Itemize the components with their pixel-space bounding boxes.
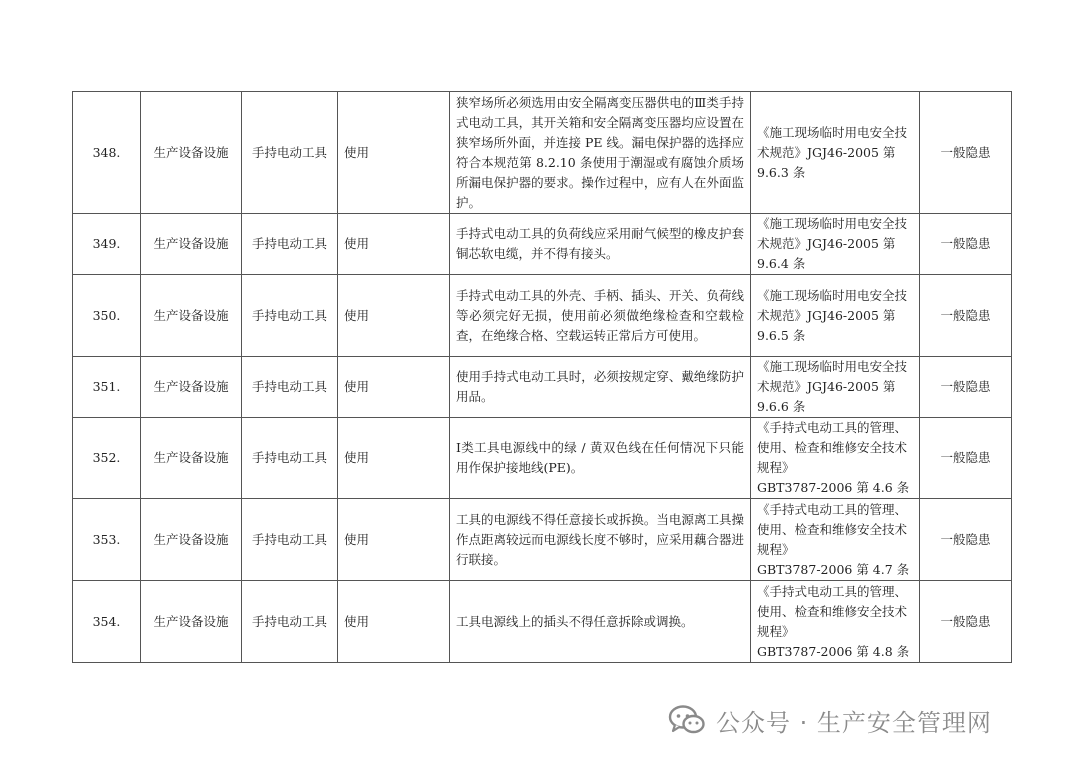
row-number: 349.	[73, 214, 141, 275]
row-basis	[751, 418, 920, 499]
row-level: 一般隐患	[920, 581, 1012, 663]
row-item: 手持电动工具	[242, 214, 338, 275]
basis-line: 《手持式电动工具的管理、使用、检查和维修安全技术规程》	[757, 420, 908, 475]
table-row	[73, 499, 1012, 581]
basis-line: 《施工现场临时用电安全技术规范》JGJ46-2005 第 9.6.4 条	[757, 216, 908, 271]
row-basis	[751, 357, 920, 418]
row-number: 354.	[73, 581, 141, 663]
row-stage: 使用	[338, 499, 450, 581]
row-stage: 使用	[338, 92, 450, 214]
table-row	[73, 581, 1012, 663]
basis-line: 《手持式电动工具的管理、使用、检查和维修安全技术规程》	[757, 583, 908, 639]
basis-line: 《施工现场临时用电安全技术规范》JGJ46-2005 第 9.6.3 条	[757, 124, 908, 180]
row-level: 一般隐患	[920, 418, 1012, 499]
basis-line: GBT3787-2006 第 4.7 条	[757, 561, 910, 577]
row-category: 生产设备设施	[141, 357, 242, 418]
row-standard: 使用手持式电动工具时，必须按规定穿、戴绝缘防护用品。	[450, 357, 751, 418]
row-number: 351.	[73, 357, 141, 418]
row-number: 353.	[73, 499, 141, 581]
row-stage: 使用	[338, 214, 450, 275]
row-level: 一般隐患	[920, 357, 1012, 418]
row-number: 352.	[73, 418, 141, 499]
watermark	[668, 702, 992, 738]
row-category: 生产设备设施	[141, 418, 242, 499]
basis-line: GBT3787-2006 第 4.6 条	[757, 480, 910, 495]
row-standard: 手持式电动工具的外壳、手柄、插头、开关、负荷线等必须完好无损，使用前必须做绝缘检查和空载检查，在绝缘合格、空载运转正常后方可使用。	[450, 275, 751, 357]
row-number: 350.	[73, 275, 141, 357]
row-item: 手持电动工具	[242, 275, 338, 357]
row-category: 生产设备设施	[141, 581, 242, 663]
row-standard: 工具的电源线不得任意接长或拆换。当电源离工具操作点距离较远而电源线长度不够时，应采用藕合器进行联接。	[450, 499, 751, 581]
wechat-icon	[668, 705, 706, 735]
row-category: 生产设备设施	[141, 275, 242, 357]
row-standard: 手持式电动工具的负荷线应采用耐气候型的橡皮护套铜芯软电缆，并不得有接头。	[450, 214, 751, 275]
row-basis	[751, 214, 920, 275]
row-number: 348.	[73, 92, 141, 214]
row-level: 一般隐患	[920, 214, 1012, 275]
row-standard: Ⅰ类工具电源线中的绿 / 黄双色线在任何情况下只能用作保护接地线(PE)。	[450, 418, 751, 499]
basis-line: 《手持式电动工具的管理、使用、检查和维修安全技术规程》	[757, 501, 908, 557]
row-level: 一般隐患	[920, 275, 1012, 357]
row-basis	[751, 275, 920, 357]
row-item: 手持电动工具	[242, 581, 338, 663]
row-item: 手持电动工具	[242, 357, 338, 418]
row-stage: 使用	[338, 581, 450, 663]
row-standard: 狭窄场所必须选用由安全隔离变压器供电的Ⅲ类手持式电动工具，其开关箱和安全隔离变压器均应设置在狭窄场所外面，并连接 PE 线。漏电保护器的选择应符合本规范第 8.2.10 条使用于潮湿或有腐蚀介质场所漏电保护器的要求。操作过程中，应有人在外面监护。	[450, 92, 751, 214]
table-row	[73, 357, 1012, 418]
row-level: 一般隐患	[920, 499, 1012, 581]
row-basis	[751, 92, 920, 214]
row-item: 手持电动工具	[242, 92, 338, 214]
table-row	[73, 418, 1012, 499]
basis-line: 《施工现场临时用电安全技术规范》JGJ46-2005 第 9.6.5 条	[757, 287, 908, 343]
table-row	[73, 214, 1012, 275]
table-row	[73, 275, 1012, 357]
row-stage: 使用	[338, 275, 450, 357]
row-basis	[751, 499, 920, 581]
row-basis	[751, 581, 920, 663]
table-body	[73, 92, 1012, 663]
row-standard: 工具电源线上的插头不得任意拆除或调换。	[450, 581, 751, 663]
row-level: 一般隐患	[920, 92, 1012, 214]
row-category: 生产设备设施	[141, 214, 242, 275]
row-item: 手持电动工具	[242, 499, 338, 581]
basis-line: GBT3787-2006 第 4.8 条	[757, 643, 910, 659]
row-stage: 使用	[338, 418, 450, 499]
row-stage: 使用	[338, 357, 450, 418]
row-category: 生产设备设施	[141, 499, 242, 581]
hazard-table	[72, 91, 1012, 663]
table-row	[73, 92, 1012, 214]
watermark-text: 公众号 · 生产安全管理网	[716, 708, 992, 737]
row-category: 生产设备设施	[141, 92, 242, 214]
basis-line: 《施工现场临时用电安全技术规范》JGJ46-2005 第 9.6.6 条	[757, 359, 908, 414]
row-item: 手持电动工具	[242, 418, 338, 499]
